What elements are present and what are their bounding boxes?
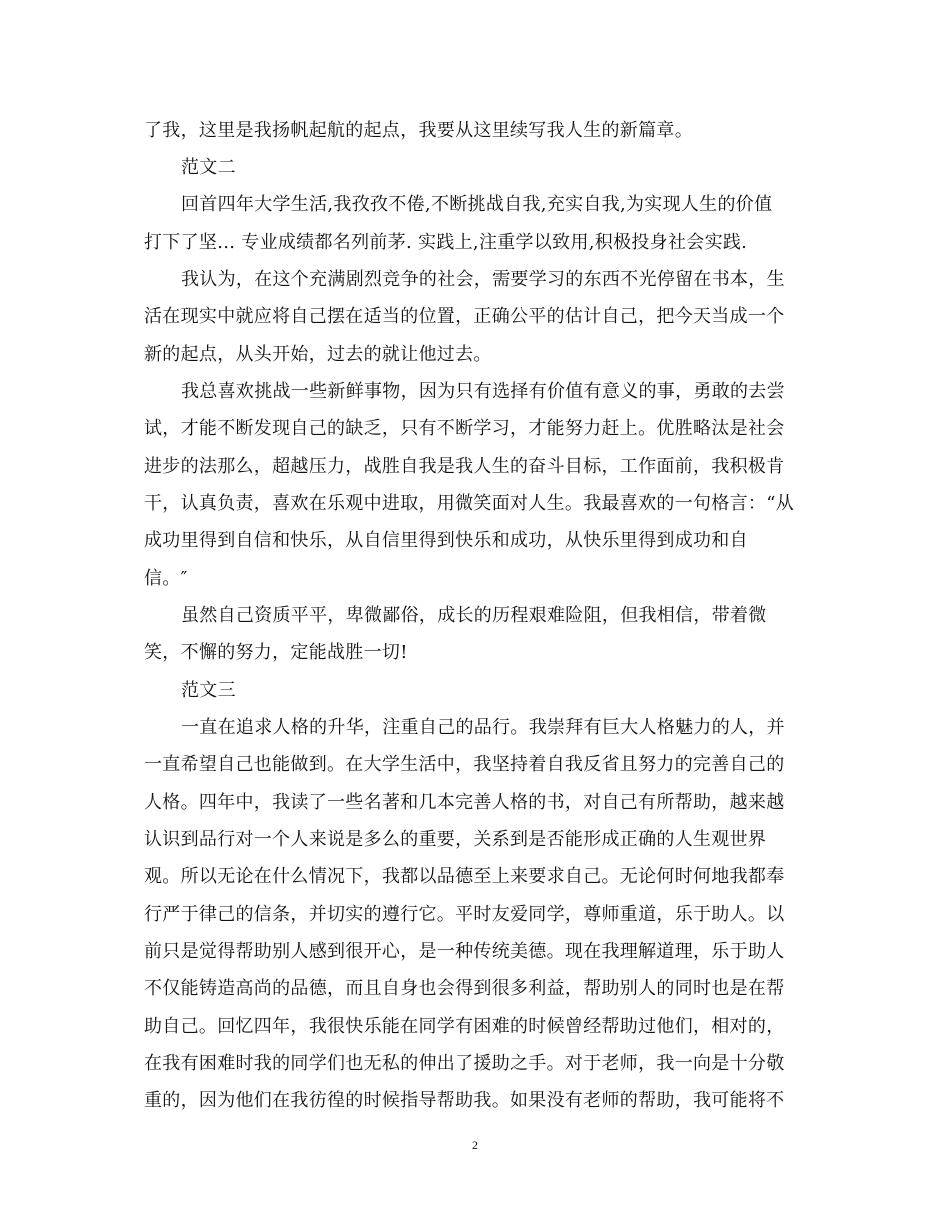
text-line: 虽然自己资质平平，卑微鄙俗，成长的历程艰难险阻，但我相信，带着微 bbox=[181, 605, 767, 626]
text-line: 试，才能不断发现自己的缺乏，只有不断学习，才能努力赶上。优胜略汰是社会 bbox=[144, 418, 785, 439]
text-line: 进步的法那么，超越压力，战胜自我是我人生的奋斗目标，工作面前，我积极肯 bbox=[144, 456, 785, 477]
text-line: 打下了坚... 专业成绩都名列前茅. 实践上,注重学以致用,积极投身社会实践. bbox=[144, 232, 748, 253]
text-line: 助自己。回忆四年，我很快乐能在同学有困难的时候曾经帮助过他们，相对的， bbox=[144, 1016, 785, 1037]
page-number: 2 bbox=[472, 1138, 478, 1152]
text-line: 活在现实中就应将自己摆在适当的位置，正确公平的估计自己，把今天当成一个 bbox=[144, 306, 785, 327]
text-line: 我总喜欢挑战一些新鲜事物，因为只有选择有价值有意义的事，勇敢的去尝 bbox=[181, 381, 785, 402]
text-line: 观。所以无论在什么情况下，我都以品德至上来要求自己。无论何时何地我都奉 bbox=[144, 866, 785, 887]
text-line: 新的起点，从头开始，过去的就让他过去。 bbox=[144, 344, 492, 365]
text-line: 我认为，在这个充满剧烈竞争的社会，需要学习的东西不光停留在书本，生 bbox=[181, 269, 785, 290]
text-line: 行严于律己的信条，并切实的遵行它。平时友爱同学，尊师重道，乐于助人。以 bbox=[144, 904, 785, 925]
text-line: 信。″ bbox=[144, 568, 188, 589]
text-line: 一直在追求人格的升华，注重自己的品行。我崇拜有巨大人格魅力的人，并 bbox=[181, 717, 785, 738]
text-line: 在我有困难时我的同学们也无私的伸出了援助之手。对于老师，我一向是十分敬 bbox=[144, 1053, 785, 1074]
text-line: 笑，不懈的努力，定能战胜一切! bbox=[144, 642, 408, 663]
text-line: 重的，因为他们在我彷徨的时候指导帮助我。如果没有老师的帮助，我可能将不 bbox=[144, 1090, 785, 1111]
text-line: 不仅能铸造高尚的品德，而且自身也会得到很多利益，帮助别人的同时也是在帮 bbox=[144, 978, 785, 999]
text-line: 干，认真负责，喜欢在乐观中进取，用微笑面对人生。我最喜欢的一句格言：“从 bbox=[144, 493, 794, 514]
text-line: 人格。四年中，我读了一些名著和几本完善人格的书，对自己有所帮助，越来越 bbox=[144, 792, 785, 813]
text-line: 一直希望自己也能做到。在大学生活中，我坚持着自我反省且努力的完善自己的 bbox=[144, 754, 785, 775]
section-heading: 范文三 bbox=[181, 680, 236, 701]
text-line: 回首四年大学生活,我孜孜不倦,不断挑战自我,充实自我,为实现人生的价值 bbox=[181, 194, 773, 215]
section-heading: 范文二 bbox=[181, 157, 236, 178]
text-line: 前只是觉得帮助别人感到很开心，是一种传统美德。现在我理解道理，乐于助人 bbox=[144, 941, 785, 962]
text-line: 成功里得到自信和快乐，从自信里得到快乐和成功，从快乐里得到成功和自 bbox=[144, 530, 748, 551]
text-line: 了我，这里是我扬帆起航的起点，我要从这里续写我人生的新篇章。 bbox=[144, 120, 693, 141]
text-line: 认识到品行对一个人来说是多么的重要，关系到是否能形成正确的人生观世界 bbox=[144, 829, 767, 850]
